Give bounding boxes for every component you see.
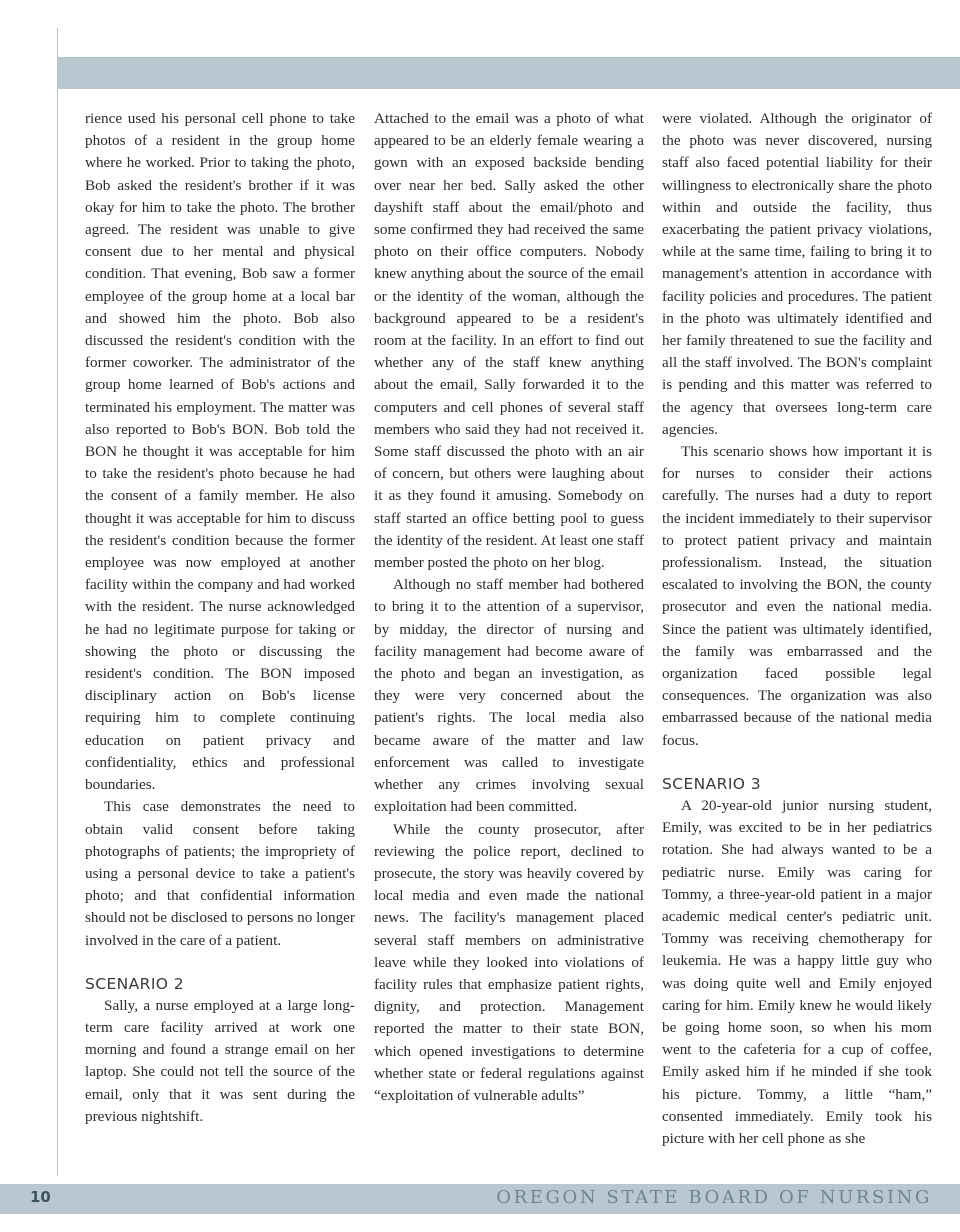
publication-title: OREGON STATE BOARD OF NURSING (496, 1187, 932, 1208)
section-heading-scenario-3: SCENARIO 3 (662, 774, 761, 793)
header-band (58, 57, 960, 89)
paragraph: This scenario shows how important it is for nurses to consider their actions carefully. The nurses had a duty to report the incident immediately to their supervisor to protect patient privacy and maintain professionalism. Instead, the situation escalated to involving the BON, the county prosecutor and even the national media. Since the patient was ultimately identified, the family was embarrassed and the organization faced possible legal consequences. The organization was also embarrassed because of the national media focus. (662, 443, 932, 749)
paragraph: Sally, a nurse employed at a large long-term care facility arrived at work one morning and found a strange email on her laptop. She could not tell the source of the email, only that it was sent during the previous nightshift. (85, 996, 355, 1125)
paragraph: were violated. Although the originator of the photo was never discovered, nursing staff also faced potential liability for their willingness to electronically share the photo within and outside the facility, thus exacerbating the patient privacy violations, while at the same time, failing to bring it to management's attention in accordance with facility policies and procedures. The patient in the photo was ultimately identified and her family threatened to sue the facility and all the staff involved. The BON's complaint is pending and this matter was referred to the agency that oversees long-term care agencies. (662, 110, 932, 438)
footer-band (0, 1184, 960, 1214)
margin-rule (57, 28, 58, 1176)
section-heading-scenario-2: SCENARIO 2 (85, 974, 184, 993)
text-column-2 (374, 108, 644, 1107)
paragraph: While the county prosecutor, after reviewing the police report, declined to prosecute, the story was heavily covered by local media and even made the national news. The facility's management placed several staff members on administrative leave while they looked into violations of facility rules that emphasize patient rights, dignity, and protection. Management reported the matter to their state BON, which opened investigations to determine whether state or federal regulations against “exploitation of vulnerable adults” (374, 820, 644, 1104)
paragraph: This case demonstrates the need to obtain valid consent before taking photographs of patients; the impropriety of using a personal device to take a patient's photo; and that confidential information should not be disclosed to persons no longer involved in the care of a patient. (85, 798, 355, 949)
text-column-3 (662, 108, 932, 1150)
paragraph: rience used his personal cell phone to take photos of a resident in the group home where he worked. Prior to taking the photo, Bob asked the resident's brother if it was okay for him to take the photo. The brother agreed. The resident was unable to give consent due to her mental and physical condition. That evening, Bob saw a former employee of the group home at a local bar and showed him the photo. Bob also discussed the resident's condition with the former coworker. The administrator of the group home learned of Bob's actions and terminated his employment. The matter was also reported to Bob's BON. Bob told the BON he thought it was acceptable for him to take the resident's photo because he had the consent of a family member. He also thought it was acceptable for him to discuss the resident's condition because the former employee was now employed at another facility within the company and had worked with the resident. The nurse acknowledged he had no legitimate purpose for taking or showing the photo or discussing the resident's condition. The BON imposed disciplinary action on Bob's license requiring him to complete continuing education on patient privacy and confidentiality, ethics and professional boundaries. (85, 110, 355, 794)
text-column-1 (85, 108, 355, 1128)
paragraph: Attached to the email was a photo of what appeared to be an elderly female wearing a gown with an exposed backside bending over near her bed. Sally asked the other dayshift staff about the email/photo and some confirmed they had received the same photo on their office computers. Nobody knew anything about the source of the email or the identity of the woman, although the background appeared to be a resident's room at the facility. In an effort to find out whether any of the staff knew anything about the email, Sally forwarded it to the computers and cell phones of several staff members who said they had not received it. Some staff discussed the photo with an air of concern, but others were laughing about it as they found it amusing. Somebody on staff started an office betting pool to guess the identity of the resident. At least one staff member posted the photo on her blog. (374, 110, 644, 572)
paragraph: A 20-year-old junior nursing student, Emily, was excited to be in her pediatrics rotation. She had always wanted to be a pediatric nurse. Emily was caring for Tommy, a three-year-old patient in a major academic medical center's pediatric unit. Tommy was receiving chemotherapy for leukemia. He was a happy little guy who was doing quite well and Emily enjoyed caring for him. Emily knew he would likely be going home soon, so when his mom went to the cafeteria for a cup of coffee, Emily asked him if he minded if she took his picture. Tommy, a little “ham,” consented immediately. Emily took his picture with her cell phone as she (662, 796, 932, 1147)
page-number: 10 (30, 1188, 51, 1206)
paragraph: Although no staff member had bothered to bring it to the attention of a supervisor, by midday, the director of nursing and facility management had become aware of the photo and began an investigation, as they were very concerned about the patient's rights. The local media also became aware of the matter and law enforcement was called to investigate whether any crimes involving sexual exploitation had been committed. (374, 576, 644, 816)
